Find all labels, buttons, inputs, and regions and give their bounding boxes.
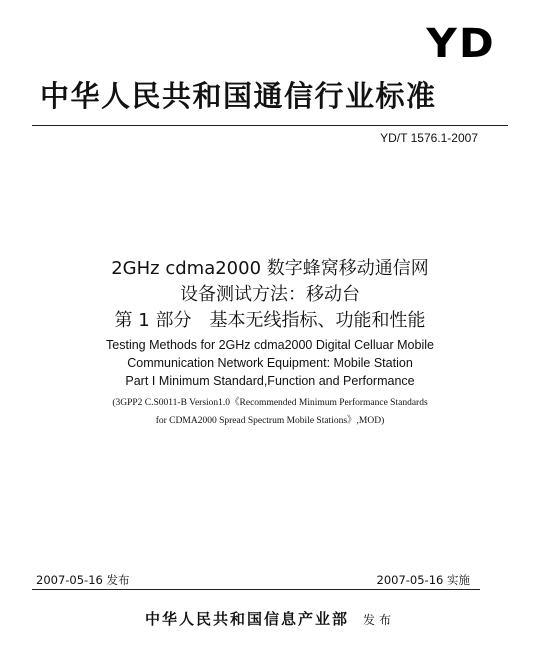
- bottom-divider: [32, 589, 480, 590]
- title-en-line-3: Part Ⅰ Minimum Standard,Function and Performance: [125, 374, 415, 388]
- title-en-line-2: Communication Network Equipment: Mobile Station: [127, 356, 413, 370]
- publisher-line: [0, 608, 540, 629]
- yd-logo: YD: [426, 21, 496, 67]
- title-cn-line-3: 第 1 部分 基本无线指标、功能和性能: [114, 310, 426, 331]
- standard-type-title: 中华人民共和国通信行业标准: [40, 79, 437, 113]
- title-cn-line-1: 2GHz cdma2000 数字蜂窝移动通信网: [111, 258, 429, 279]
- implementation-date: 2007-05-16 实施: [376, 573, 470, 587]
- issue-date: 2007-05-16 发布: [36, 573, 130, 587]
- reference-note-line-1: (3GPP2 C.S0011-B Version1.0《Recommended Minimum Performance Standards: [112, 398, 428, 408]
- document-title-block: [0, 256, 540, 430]
- standard-number: YD/T 1576.1-2007: [380, 131, 478, 145]
- publisher-name: 中华人民共和国信息产业部: [144, 610, 349, 628]
- publisher-suffix: 发布: [363, 613, 396, 627]
- reference-note-line-2: for CDMA2000 Spread Spectrum Mobile Stations》,MOD): [155, 416, 385, 426]
- title-cn-line-2: 设备测试方法：移动台: [180, 284, 360, 305]
- title-en-line-1: Testing Methods for 2GHz cdma2000 Digital Celluar Mobile: [106, 338, 434, 352]
- top-divider: [32, 125, 508, 126]
